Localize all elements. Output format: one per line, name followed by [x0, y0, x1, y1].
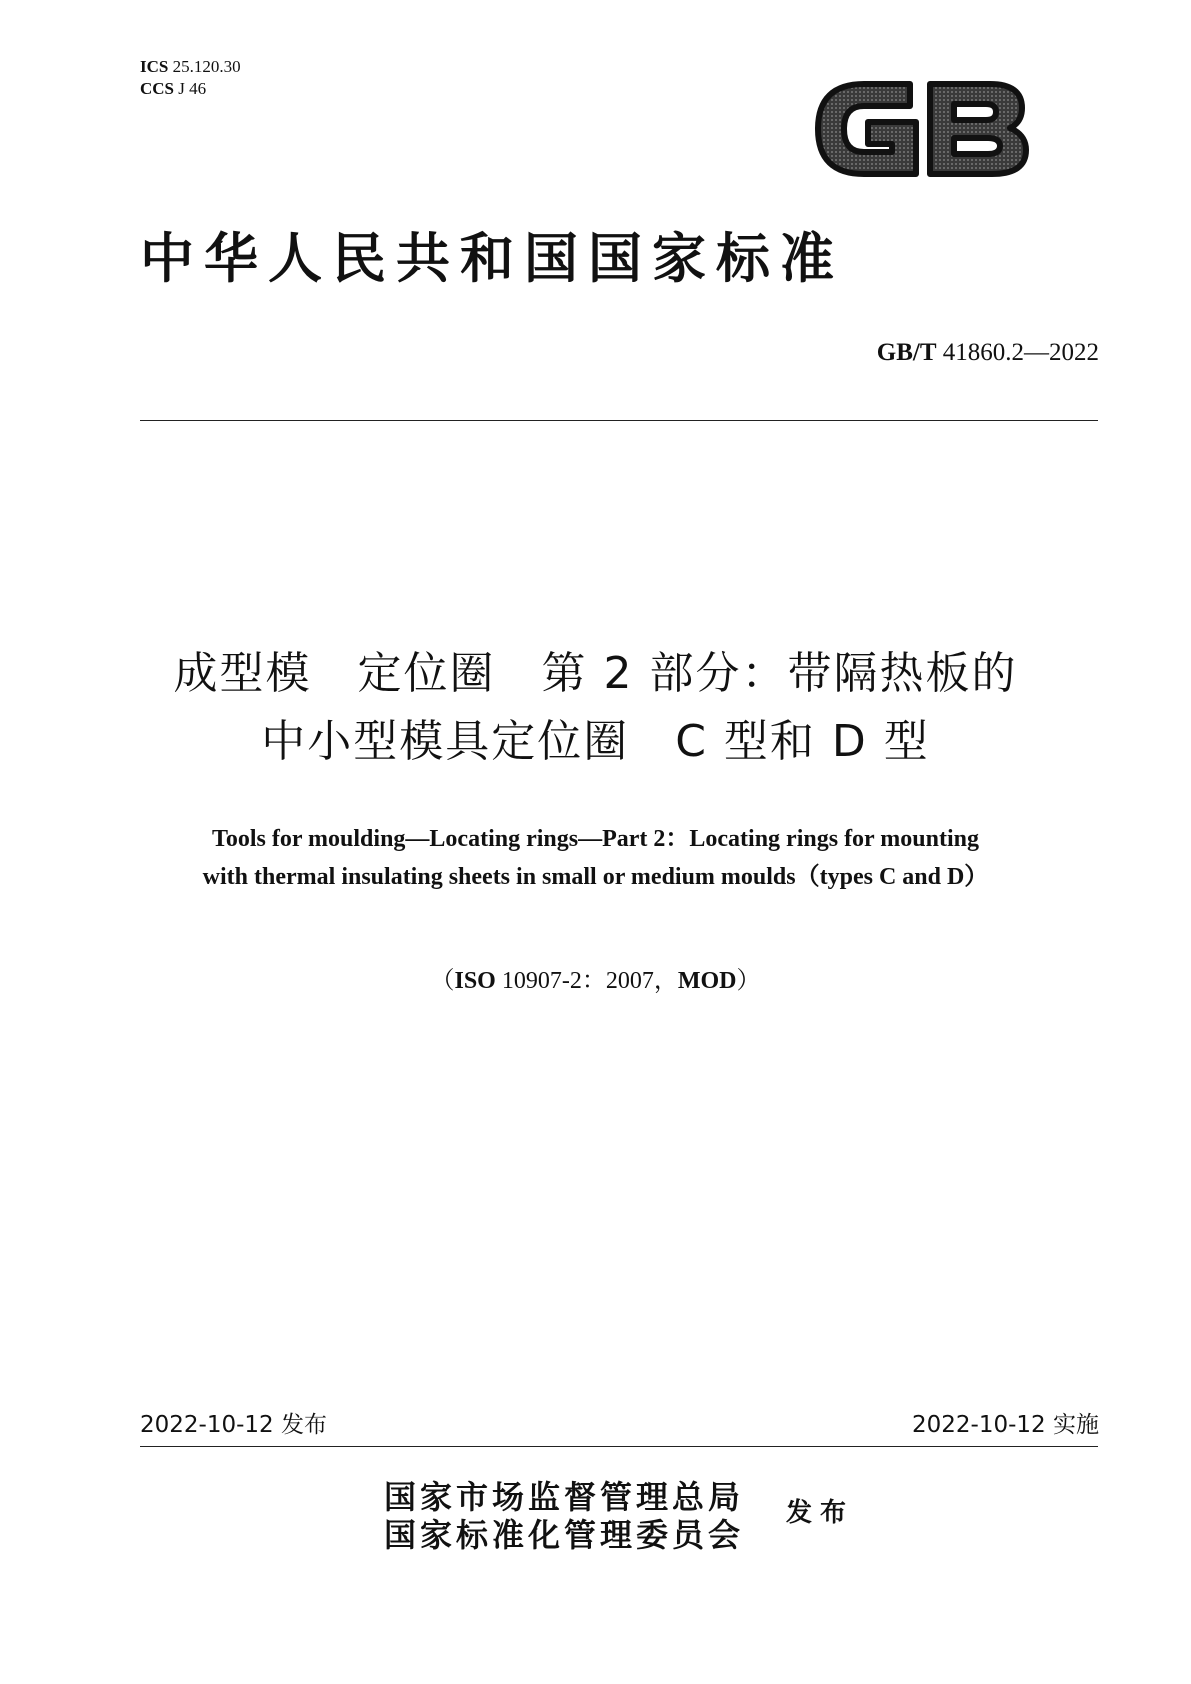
ics-value: 25.120.30: [172, 57, 241, 76]
chinese-title: [0, 640, 1191, 776]
issue-action: 发布: [786, 1498, 855, 1528]
gb-logo: [806, 70, 1038, 188]
effective-date: 2022-10-12 实施: [912, 1412, 1099, 1438]
english-title: [0, 820, 1191, 896]
chinese-title-line-1: 成型模 定位圈 第 2 部分：带隔热板的: [173, 648, 1018, 699]
adoption-degree: MOD: [677, 968, 737, 994]
bottom-divider: [140, 1446, 1098, 1447]
top-divider: [140, 420, 1098, 421]
standard-number: [877, 338, 1099, 368]
issuer-2: 国家标准化管理委员会: [384, 1516, 745, 1554]
national-standard-heading: 中华人民共和国国家标准: [140, 226, 844, 290]
chinese-title-line-2: 中小型模具定位圈 C 型和 D 型: [261, 716, 930, 767]
issuer-1: 国家市场监督管理总局: [384, 1478, 745, 1516]
issuing-authorities: [384, 1478, 744, 1554]
adoption-close-paren: ）: [736, 968, 761, 994]
ccs-label: CCS: [140, 79, 175, 98]
logo-letter-b: [930, 84, 1026, 174]
standard-number-value: 41860.2—2022: [942, 339, 1099, 366]
english-title-line-1: Tools for moulding—Locating rings—Part 2：Locating rings for mounting: [212, 826, 979, 852]
logo-letter-g: [818, 84, 916, 174]
international-adoption: [0, 966, 1191, 996]
adoption-reference: 10907-2：2007，: [501, 968, 678, 994]
english-title-line-2: with thermal insulating sheets in small or medium moulds（types C and D）: [202, 864, 989, 890]
ccs-line: [140, 78, 241, 100]
ccs-value: J 46: [178, 79, 207, 98]
adoption-org: ISO: [454, 968, 496, 994]
classification-codes: [140, 56, 241, 100]
ics-line: [140, 56, 241, 78]
standard-prefix: GB/T: [876, 339, 937, 366]
ics-label: ICS: [140, 57, 169, 76]
release-date: 2022-10-12 发布: [140, 1412, 327, 1438]
adoption-open-paren: （: [430, 968, 455, 994]
